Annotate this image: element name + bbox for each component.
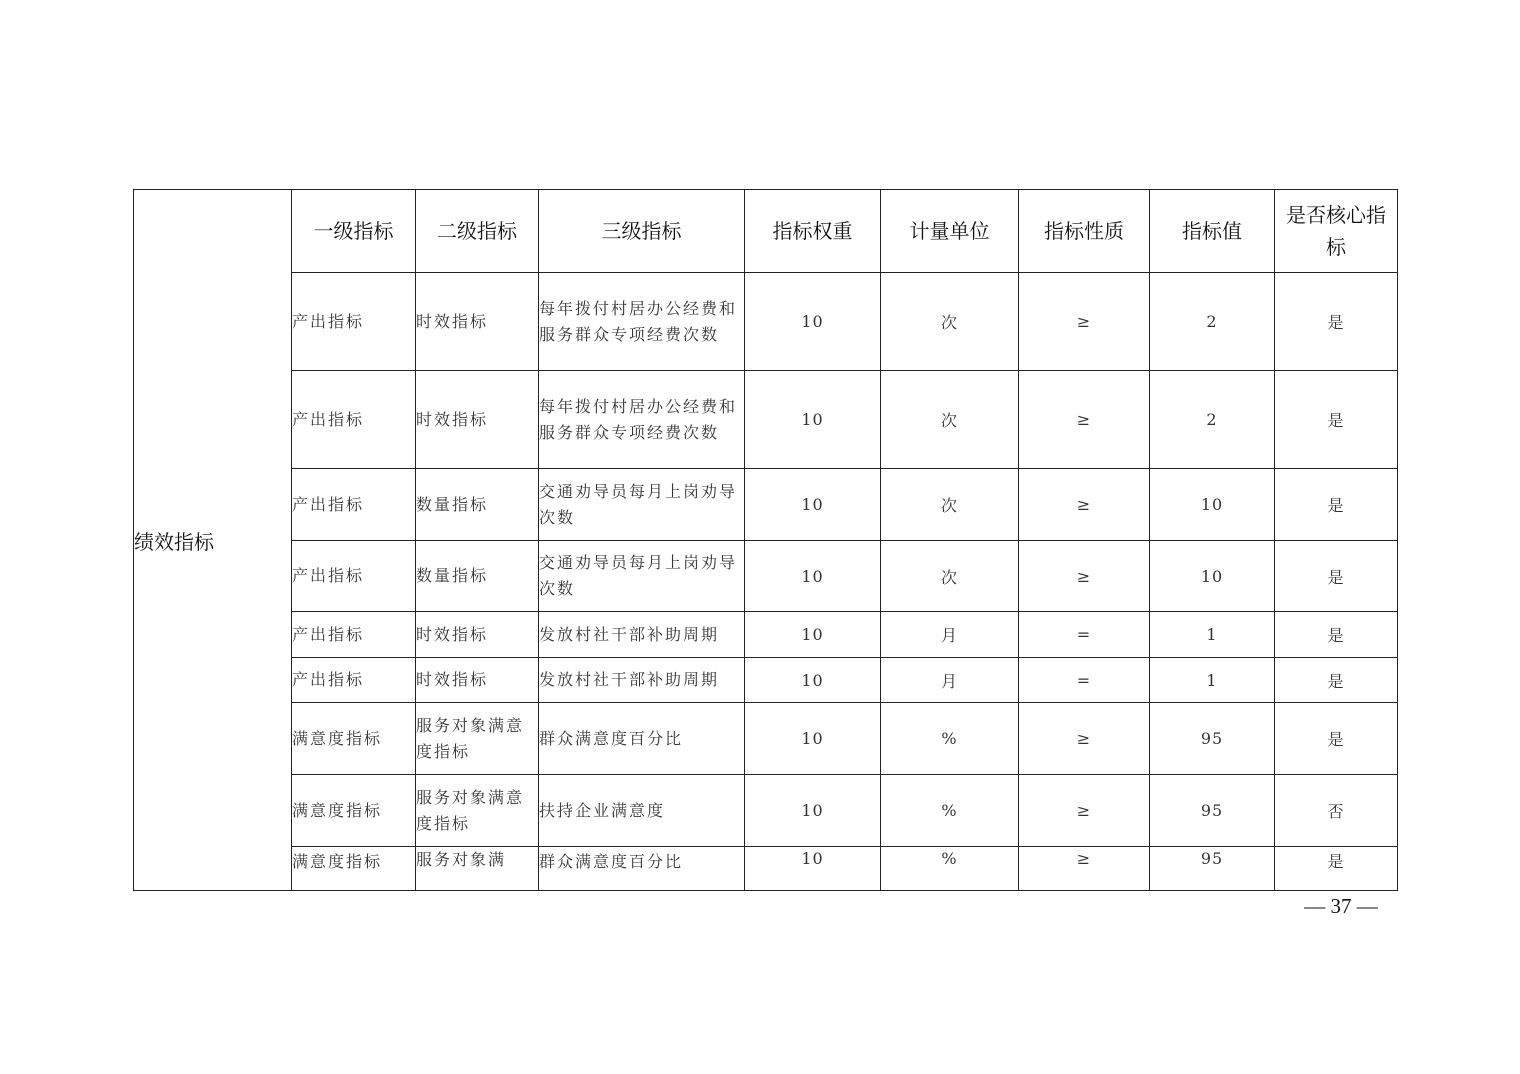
header-value: 指标值 (1150, 190, 1275, 273)
core-cell: 是 (1275, 371, 1398, 469)
nature-cell: ≥ (1019, 775, 1150, 847)
unit-cell: % (881, 703, 1019, 775)
core-cell: 是 (1275, 469, 1398, 541)
level2-cell: 时效指标 (416, 273, 539, 371)
value-cell: 10 (1150, 541, 1275, 612)
level3-cell: 扶持企业满意度 (539, 775, 745, 847)
nature-cell: ≥ (1019, 847, 1150, 891)
level2-cell: 时效指标 (416, 612, 539, 658)
header-nature: 指标性质 (1019, 190, 1150, 273)
weight-cell: 10 (745, 469, 881, 541)
level3-cell: 群众满意度百分比 (539, 847, 745, 891)
level3-cell: 发放村社干部补助周期 (539, 658, 745, 703)
unit-cell: 月 (881, 612, 1019, 658)
header-weight: 指标权重 (745, 190, 881, 273)
table-row (134, 775, 1398, 847)
unit-cell: % (881, 847, 1019, 891)
weight-cell: 10 (745, 541, 881, 612)
nature-cell: ≥ (1019, 273, 1150, 371)
level1-cell: 产出指标 (292, 273, 416, 371)
level3-cell: 每年拨付村居办公经费和服务群众专项经费次数 (539, 371, 745, 469)
level1-cell: 产出指标 (292, 541, 416, 612)
level3-cell: 每年拨付村居办公经费和服务群众专项经费次数 (539, 273, 745, 371)
weight-cell: 10 (745, 612, 881, 658)
level1-cell: 满意度指标 (292, 703, 416, 775)
level1-cell: 满意度指标 (292, 847, 416, 891)
performance-indicator-table (133, 189, 1398, 891)
header-core: 是否核心指标 (1275, 190, 1398, 273)
nature-cell: ≥ (1019, 703, 1150, 775)
value-cell: 10 (1150, 469, 1275, 541)
header-level3: 三级指标 (539, 190, 745, 273)
unit-cell: 次 (881, 469, 1019, 541)
weight-cell: 10 (745, 658, 881, 703)
unit-cell: % (881, 775, 1019, 847)
level2-cell: 时效指标 (416, 371, 539, 469)
level3-cell: 群众满意度百分比 (539, 703, 745, 775)
core-cell: 是 (1275, 273, 1398, 371)
header-unit: 计量单位 (881, 190, 1019, 273)
value-cell: 1 (1150, 658, 1275, 703)
level1-cell: 产出指标 (292, 658, 416, 703)
table-row (134, 847, 1398, 891)
level2-cell: 数量指标 (416, 469, 539, 541)
value-cell: 2 (1150, 273, 1275, 371)
header-level2: 二级指标 (416, 190, 539, 273)
level1-cell: 产出指标 (292, 612, 416, 658)
weight-cell: 10 (745, 703, 881, 775)
level2-cell: 服务对象满意度指标 (416, 775, 539, 847)
value-cell: 2 (1150, 371, 1275, 469)
core-cell: 是 (1275, 658, 1398, 703)
table-header-row (134, 190, 1398, 273)
level2-cell: 服务对象满 (416, 847, 539, 891)
value-cell: 95 (1150, 703, 1275, 775)
core-cell: 是 (1275, 847, 1398, 891)
table-row (134, 371, 1398, 469)
unit-cell: 月 (881, 658, 1019, 703)
weight-cell: 10 (745, 273, 881, 371)
unit-cell: 次 (881, 273, 1019, 371)
nature-cell: = (1019, 612, 1150, 658)
table-row (134, 612, 1398, 658)
value-cell: 1 (1150, 612, 1275, 658)
page-number: — 37 — (1304, 894, 1378, 918)
unit-cell: 次 (881, 371, 1019, 469)
level2-cell: 时效指标 (416, 658, 539, 703)
nature-cell: ≥ (1019, 541, 1150, 612)
nature-cell: ≥ (1019, 371, 1150, 469)
header-level1: 一级指标 (292, 190, 416, 273)
weight-cell: 10 (745, 371, 881, 469)
core-cell: 是 (1275, 703, 1398, 775)
nature-cell: = (1019, 658, 1150, 703)
core-cell: 否 (1275, 775, 1398, 847)
level1-cell: 产出指标 (292, 371, 416, 469)
level1-cell: 满意度指标 (292, 775, 416, 847)
table-row (134, 658, 1398, 703)
level1-cell: 产出指标 (292, 469, 416, 541)
core-cell: 是 (1275, 541, 1398, 612)
unit-cell: 次 (881, 541, 1019, 612)
level3-cell: 交通劝导员每月上岗劝导次数 (539, 541, 745, 612)
level2-cell: 服务对象满意度指标 (416, 703, 539, 775)
weight-cell: 10 (745, 775, 881, 847)
weight-cell: 10 (745, 847, 881, 891)
nature-cell: ≥ (1019, 469, 1150, 541)
value-cell: 95 (1150, 847, 1275, 891)
table-row (134, 273, 1398, 371)
category-cell: 绩效指标 (134, 190, 292, 891)
level3-cell: 交通劝导员每月上岗劝导次数 (539, 469, 745, 541)
table-row (134, 541, 1398, 612)
level2-cell: 数量指标 (416, 541, 539, 612)
core-cell: 是 (1275, 612, 1398, 658)
value-cell: 95 (1150, 775, 1275, 847)
table-row (134, 703, 1398, 775)
level3-cell: 发放村社干部补助周期 (539, 612, 745, 658)
table-row (134, 469, 1398, 541)
